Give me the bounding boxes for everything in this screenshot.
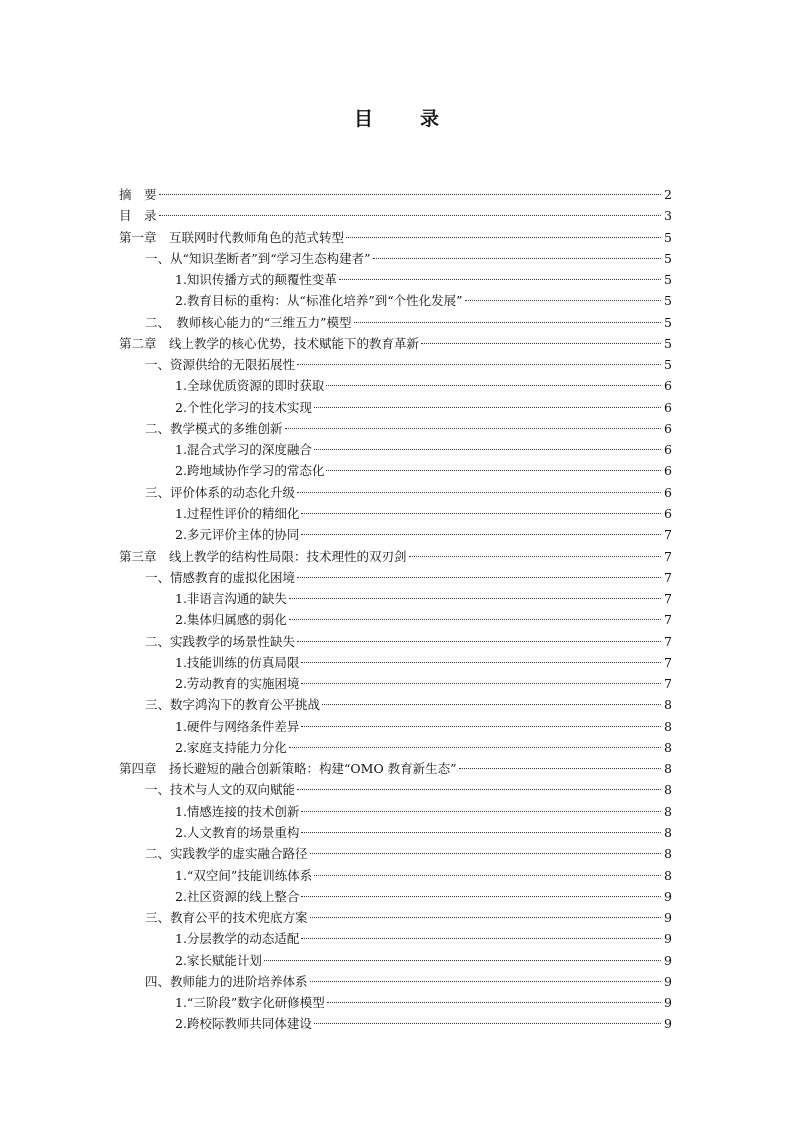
toc-entry-page-number: 8: [664, 824, 672, 840]
toc-entry-page-number: 6: [664, 463, 672, 479]
toc-entry[interactable]: [119, 312, 672, 333]
dot-leader: [297, 364, 661, 365]
toc-entry[interactable]: [119, 227, 672, 248]
toc-entry-page-number: 6: [664, 442, 672, 458]
toc-entry-label: 1.技能训练的仿真局限: [175, 654, 300, 670]
dot-leader: [285, 428, 661, 429]
toc-entry[interactable]: [119, 248, 672, 269]
dot-leader: [297, 641, 661, 642]
toc-entry[interactable]: [119, 865, 672, 886]
toc-entry[interactable]: [119, 333, 672, 354]
table-of-contents: [119, 184, 672, 1035]
toc-entry[interactable]: [119, 992, 672, 1013]
toc-entry-label: 2.人文教育的场景重构: [175, 824, 300, 840]
toc-entry[interactable]: [119, 567, 672, 588]
toc-entry-page-number: 5: [664, 272, 672, 288]
dot-leader: [301, 832, 661, 833]
toc-entry[interactable]: [119, 269, 672, 290]
toc-entry-label: 目 录: [119, 208, 157, 224]
toc-entry[interactable]: [119, 1013, 672, 1034]
toc-entry-page-number: 7: [664, 654, 672, 670]
toc-entry[interactable]: [119, 950, 672, 971]
dot-leader: [159, 194, 661, 195]
dot-leader: [373, 258, 661, 259]
toc-entry-label: 1.非语言沟通的缺失: [175, 591, 287, 607]
toc-entry[interactable]: [119, 184, 672, 205]
dot-leader: [346, 237, 661, 238]
toc-entry-page-number: 9: [664, 1016, 672, 1032]
dot-leader: [354, 322, 661, 323]
toc-entry-label: 2.家长赋能计划: [175, 952, 262, 968]
toc-entry-label: 1.“双空间”技能训练体系: [175, 867, 313, 883]
toc-entry-page-number: 8: [664, 782, 672, 798]
toc-entry-page-number: 9: [664, 931, 672, 947]
toc-entry-label: 二、实践教学的虚实融合路径: [145, 846, 308, 862]
toc-entry[interactable]: [119, 460, 672, 481]
toc-entry-label: 1.情感连接的技术创新: [175, 803, 300, 819]
toc-entry-label: 2.教育目标的重构：从“标准化培养”到“个性化发展”: [175, 293, 463, 309]
toc-entry-page-number: 9: [664, 910, 672, 926]
dot-leader: [465, 300, 662, 301]
toc-entry-label: 三、数字鸿沟下的教育公平挑战: [145, 697, 321, 713]
toc-entry-label: 1.知识传播方式的颠覆性变革: [175, 272, 337, 288]
toc-entry-label: 2.跨校际教师共同体建设: [175, 1016, 312, 1032]
toc-entry-page-number: 6: [664, 420, 672, 436]
toc-entry-label: 一、情感教育的虚拟化困境: [145, 569, 296, 585]
dot-leader: [327, 1002, 661, 1003]
dot-leader: [289, 598, 661, 599]
dot-leader: [297, 492, 661, 493]
toc-entry-page-number: 6: [664, 505, 672, 521]
dot-leader: [314, 449, 661, 450]
toc-entry-label: 2.集体归属感的弱化: [175, 612, 287, 628]
toc-entry[interactable]: [119, 737, 672, 758]
toc-entry-label: 2.家庭支持能力分化: [175, 739, 287, 755]
dot-leader: [314, 407, 661, 408]
toc-entry-page-number: 8: [664, 867, 672, 883]
dot-leader: [326, 470, 661, 471]
toc-entry[interactable]: [119, 609, 672, 630]
dot-leader: [264, 960, 661, 961]
toc-entry[interactable]: [119, 588, 672, 609]
toc-entry-label: 2.个性化学习的技术实现: [175, 399, 312, 415]
toc-entry[interactable]: [119, 631, 672, 652]
toc-entry-page-number: 8: [664, 739, 672, 755]
dot-leader: [421, 343, 661, 344]
toc-entry-page-number: 8: [664, 697, 672, 713]
toc-entry[interactable]: [119, 439, 672, 460]
toc-entry[interactable]: [119, 205, 672, 226]
toc-entry-label: 一、资源供给的无限拓展性: [145, 357, 296, 373]
toc-entry-label: 三、教育公平的技术兜底方案: [145, 910, 308, 926]
toc-entry[interactable]: [119, 524, 672, 545]
toc-entry-page-number: 7: [664, 548, 672, 564]
toc-entry-page-number: 9: [664, 995, 672, 1011]
toc-entry-label: 第一章 互联网时代教师角色的范式转型: [119, 229, 345, 245]
toc-entry[interactable]: [119, 354, 672, 375]
toc-entry-label: 三、评价体系的动态化升级: [145, 484, 296, 500]
toc-entry-label: 1.过程性评价的精细化: [175, 505, 300, 521]
toc-entry-page-number: 8: [664, 803, 672, 819]
toc-entry-page-number: 7: [664, 633, 672, 649]
toc-entry-label: 1.分层教学的动态适配: [175, 931, 300, 947]
toc-entry-page-number: 5: [664, 229, 672, 245]
dot-leader: [322, 704, 661, 705]
dot-leader: [301, 513, 661, 514]
toc-entry-label: 第三章 线上教学的结构性局限：技术理性的双刃剑: [119, 548, 407, 564]
toc-entry-label: 第四章 扬长避短的融合创新策略：构建“OMO 教育新生态”: [119, 761, 457, 777]
dot-leader: [301, 938, 661, 939]
toc-entry-page-number: 7: [664, 676, 672, 692]
dot-leader: [301, 726, 661, 727]
toc-entry[interactable]: [119, 503, 672, 524]
toc-entry-page-number: 8: [664, 846, 672, 862]
toc-entry-label: 2.社区资源的线上整合: [175, 888, 300, 904]
toc-entry-page-number: 7: [664, 569, 672, 585]
toc-entry[interactable]: [119, 758, 672, 779]
dot-leader: [301, 683, 661, 684]
toc-entry-label: 一、从“知识垄断者”到“学习生态构建者”: [145, 250, 371, 266]
toc-entry[interactable]: [119, 482, 672, 503]
dot-leader: [310, 981, 661, 982]
dot-leader: [289, 619, 661, 620]
toc-entry[interactable]: [119, 375, 672, 396]
dot-leader: [314, 875, 661, 876]
dot-leader: [310, 853, 661, 854]
dot-leader: [314, 1023, 661, 1024]
toc-entry[interactable]: [119, 652, 672, 673]
dot-leader: [301, 811, 661, 812]
dot-leader: [339, 279, 661, 280]
toc-entry-page-number: 7: [664, 591, 672, 607]
toc-entry[interactable]: [119, 779, 672, 800]
toc-entry-label: 二、实践教学的场景性缺失: [145, 633, 296, 649]
toc-entry[interactable]: [119, 716, 672, 737]
toc-entry-page-number: 3: [664, 208, 672, 224]
dot-leader: [310, 917, 661, 918]
toc-entry[interactable]: [119, 546, 672, 567]
toc-entry-page-number: 5: [664, 250, 672, 266]
toc-entry[interactable]: [119, 907, 672, 928]
dot-leader: [297, 577, 661, 578]
dot-leader: [289, 747, 661, 748]
toc-entry-label: 摘 要: [119, 187, 157, 202]
toc-entry[interactable]: [119, 418, 672, 439]
toc-entry-page-number: 7: [664, 527, 672, 543]
toc-entry-page-number: 5: [664, 314, 672, 330]
toc-entry-label: 1.“三阶段”数字化研修模型: [175, 995, 325, 1011]
toc-entry-page-number: 2: [664, 187, 672, 202]
toc-entry-label: 二、教学模式的多维创新: [145, 420, 283, 436]
toc-entry-label: 一、技术与人文的双向赋能: [145, 782, 296, 798]
toc-entry-label: 二、 教师核心能力的“三维五力”模型: [145, 314, 352, 330]
dot-leader: [301, 534, 661, 535]
toc-entry-label: 2.跨地域协作学习的常态化: [175, 463, 325, 479]
toc-entry-label: 1.混合式学习的深度融合: [175, 442, 312, 458]
toc-entry[interactable]: [119, 290, 672, 311]
toc-entry[interactable]: [119, 843, 672, 864]
dot-leader: [459, 768, 661, 769]
toc-entry-page-number: 8: [664, 761, 672, 777]
toc-entry[interactable]: [119, 822, 672, 843]
toc-entry[interactable]: [119, 397, 672, 418]
toc-entry-label: 四、教师能力的进阶培养体系: [145, 973, 308, 989]
toc-entry-page-number: 9: [664, 973, 672, 989]
toc-entry[interactable]: [119, 971, 672, 992]
dot-leader: [326, 385, 661, 386]
toc-entry[interactable]: [119, 928, 672, 949]
toc-entry-page-number: 5: [664, 293, 672, 309]
toc-entry-label: 2.多元评价主体的协同: [175, 527, 300, 543]
toc-entry-page-number: 9: [664, 952, 672, 968]
toc-entry-label: 第二章 线上教学的核心优势，技术赋能下的教育革新: [119, 335, 420, 351]
dot-leader: [409, 556, 661, 557]
toc-entry-page-number: 8: [664, 718, 672, 734]
toc-entry-label: 1.全球优质资源的即时获取: [175, 378, 325, 394]
toc-entry-label: 1.硬件与网络条件差异: [175, 718, 300, 734]
toc-entry-page-number: 5: [664, 335, 672, 351]
toc-entry-page-number: 6: [664, 484, 672, 500]
toc-entry-page-number: 5: [664, 357, 672, 373]
toc-entry-page-number: 6: [664, 399, 672, 415]
toc-entry[interactable]: [119, 694, 672, 715]
toc-entry[interactable]: [119, 801, 672, 822]
page-title: 目 录: [353, 108, 453, 130]
toc-entry[interactable]: [119, 673, 672, 694]
dot-leader: [301, 896, 661, 897]
dot-leader: [159, 215, 661, 216]
dot-leader: [297, 789, 661, 790]
toc-entry-page-number: 7: [664, 612, 672, 628]
toc-entry-page-number: 9: [664, 888, 672, 904]
toc-entry-label: 2.劳动教育的实施困境: [175, 676, 300, 692]
dot-leader: [301, 662, 661, 663]
toc-entry[interactable]: [119, 886, 672, 907]
toc-entry-page-number: 6: [664, 378, 672, 394]
